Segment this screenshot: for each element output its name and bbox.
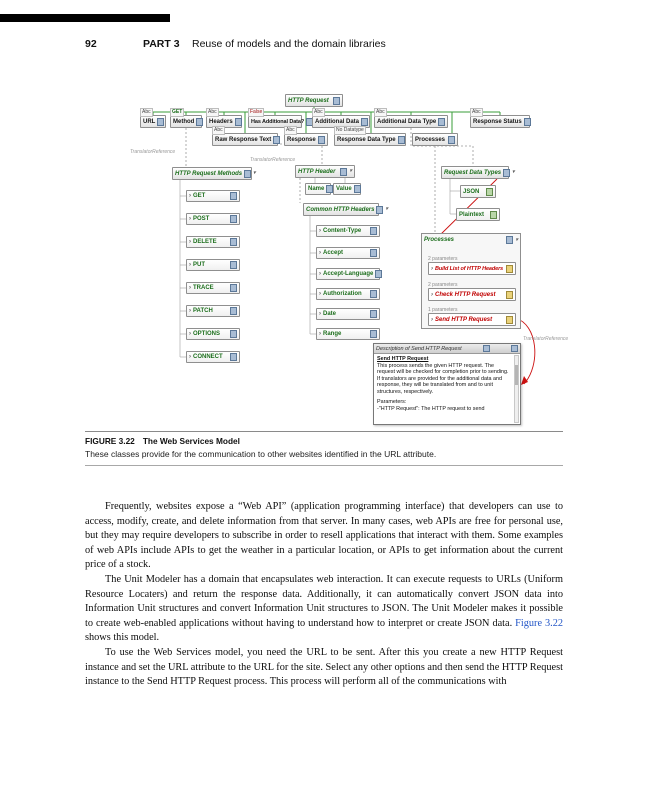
header-attr-value-label: Value [336, 186, 352, 192]
body-text [85, 500, 563, 690]
attr-additional-data-label: Additional Data [315, 118, 360, 125]
process-params: 1 parameters [428, 307, 458, 313]
process-icon [506, 265, 513, 273]
chevron-down-icon: ▾ [515, 236, 518, 243]
unit-icon [370, 249, 377, 257]
expander-icon: › [431, 265, 433, 272]
expander-icon: › [189, 239, 191, 245]
attr-processes-label: Processes [415, 136, 446, 143]
unit-icon [230, 330, 237, 338]
process-send-label: Send HTTP Request [435, 316, 493, 323]
group-http-request-methods [172, 167, 256, 180]
attr-response-label: Response [287, 136, 316, 143]
attr-processes [412, 133, 458, 146]
type-tag: Abc [314, 109, 323, 115]
attr-url-label: URL [143, 118, 156, 125]
expander-icon: › [319, 250, 321, 256]
parameter-line: -"HTTP Request": The HTTP request to send [377, 405, 485, 412]
common-header-range-label: Range [323, 331, 342, 337]
unit-icon [503, 169, 510, 177]
common-header-content-type-label: Content-Type [323, 228, 362, 234]
method-item-post [186, 213, 240, 225]
unit-icon [230, 261, 237, 269]
unit-icon [230, 215, 237, 223]
expander-icon: › [189, 308, 191, 314]
expander-icon: › [189, 193, 191, 199]
unit-icon [398, 136, 405, 144]
type-tag: Abc [472, 109, 481, 115]
type-tag: Abc [376, 109, 385, 115]
unit-icon [438, 118, 445, 126]
unit-icon [376, 206, 383, 214]
type-tag: Abc [286, 127, 295, 133]
method-item-trace [186, 282, 240, 294]
caption-bottom-rule [85, 465, 563, 466]
unit-icon [506, 236, 513, 244]
unit-icon [273, 136, 280, 144]
unit-icon [340, 168, 347, 176]
node-http-request-label: HTTP Request [288, 97, 329, 104]
expander-icon: › [189, 216, 191, 222]
unit-icon [354, 185, 361, 193]
close-icon [511, 345, 518, 352]
header-attr-value [333, 183, 361, 195]
attr-raw-response-text-label: Raw Response Text [215, 136, 272, 143]
paragraph-2-tail: shows this model. [85, 632, 160, 644]
unit-icon [235, 118, 242, 126]
connector-label: TranslatorReference [523, 336, 569, 342]
description-panel [373, 343, 521, 425]
value-tag-has-additional-data: False [250, 109, 263, 115]
group-request-data-types-label: Request Data Types [444, 169, 502, 176]
paragraph-1: Frequently, websites expose a “Web API” (application programming interface) that developers can use to access, modify, create, and delete information from that server. In many cases, web APIs are free for personal use, but they may require developers to subscribe in order to resell applications that interact with them. Some examples of web APIs include APIs to get the weather in a particular location, or APIs to get information about the current price of a stock. [85, 501, 563, 571]
description-panel-body [374, 354, 520, 414]
part-label: PART 3 [143, 38, 180, 50]
description-scrollbar [514, 355, 519, 423]
data-type-json-label: JSON [463, 188, 480, 195]
attr-has-additional-data-label: Has Additional Data? [251, 118, 305, 125]
expander-icon: › [189, 285, 191, 291]
attr-headers-label: Headers [209, 118, 233, 125]
group-common-http-headers-label: Common HTTP Headers [306, 206, 375, 213]
unit-icon [370, 310, 377, 318]
paragraph-2 [85, 573, 563, 646]
attr-additional-data-type-label: Additional Data Type [377, 118, 437, 125]
method-item-put [186, 259, 240, 271]
figure-caption-line [85, 436, 563, 446]
process-check-http-request [428, 288, 516, 301]
common-header-accept [316, 247, 380, 259]
process-build-list-label: Build List of HTTP Headers [435, 265, 504, 272]
figure-title: The Web Services Model [142, 436, 240, 446]
expander-icon: › [189, 354, 191, 360]
method-item-patch [186, 305, 240, 317]
chapter-tab-bar [0, 14, 170, 22]
method-item-post-label: POST [193, 216, 210, 222]
data-type-plaintext [456, 208, 500, 221]
parameters-label: Parameters: [377, 399, 407, 405]
common-header-accept-language [316, 268, 380, 280]
group-http-header-label: HTTP Header [298, 168, 336, 175]
figure-3-22-diagram [0, 88, 647, 438]
unit-icon [486, 188, 493, 196]
data-type-plaintext-label: Plaintext [459, 211, 485, 218]
node-http-request [285, 94, 343, 107]
common-header-date [316, 308, 380, 320]
unit-icon [370, 330, 377, 338]
scrollbar-thumb [515, 365, 518, 385]
process-icon [506, 291, 513, 299]
header-attr-name [305, 183, 331, 195]
unit-icon [230, 284, 237, 292]
expander-icon: › [319, 311, 321, 317]
unit-icon [196, 118, 203, 126]
page-number: 92 [85, 38, 97, 50]
unit-icon [230, 353, 237, 361]
group-request-data-types [441, 166, 515, 179]
method-item-options [186, 328, 240, 340]
unit-icon [370, 227, 377, 235]
group-processes [421, 233, 521, 329]
process-check-label: Check HTTP Request [435, 291, 496, 298]
unit-icon [361, 118, 368, 126]
menu-icon [483, 345, 490, 352]
value-tag-method: GET [172, 109, 183, 115]
unit-icon [448, 136, 455, 144]
unit-icon [230, 238, 237, 246]
expander-icon: › [319, 291, 321, 297]
type-tag: Abc [208, 109, 217, 115]
description-text: This process sends the given HTTP request. The request will be checked for completion prior to sending. If translators are provided for the additional data and response, they will be translated from and to unit structures, respectively. [377, 362, 509, 395]
figure-3-22-link[interactable]: Figure 3.22 [515, 617, 563, 629]
common-header-content-type [316, 225, 380, 237]
description-heading: Send HTTP Request [377, 356, 429, 362]
attr-method-label: Method [173, 118, 195, 125]
method-item-put-label: PUT [193, 262, 205, 268]
description-panel-title: Description of Send HTTP Request [376, 345, 462, 352]
paragraph-3: To use the Web Services model, you need the URL to be sent. After this you create a new HTTP Request instance and set the URL attribute to the URL for the site. Select any other options and then send the HTTP Request instance to the Send HTTP Request process. This process will perform all of the communications with [85, 646, 563, 688]
unit-icon [333, 97, 340, 105]
unit-icon [490, 211, 497, 219]
group-processes-label: Processes [424, 237, 455, 243]
process-params: 2 parameters [428, 256, 458, 262]
header-attr-name-label: Name [308, 186, 325, 192]
method-item-connect [186, 351, 240, 363]
method-item-connect-label: CONNECT [193, 354, 223, 360]
expander-icon: › [189, 262, 191, 268]
attr-response-status-label: Response Status [473, 118, 522, 125]
expander-icon: › [319, 271, 321, 277]
expander-icon: › [431, 291, 433, 298]
group-http-header [295, 165, 355, 178]
group-common-http-headers [303, 203, 388, 216]
expander-icon: › [319, 228, 321, 234]
data-type-json [460, 185, 496, 198]
unit-icon [230, 307, 237, 315]
method-item-options-label: OPTIONS [193, 331, 221, 337]
value-tag-response-data-type: No Datatype [336, 127, 364, 133]
expander-icon: › [189, 331, 191, 337]
chevron-down-icon: ▾ [385, 206, 388, 212]
chevron-down-icon: ▾ [512, 169, 515, 175]
type-tag: Abc [214, 127, 223, 133]
running-head-title: Reuse of models and the domain libraries [192, 38, 386, 50]
common-header-date-label: Date [323, 311, 337, 317]
common-header-accept-language-label: Accept-Language [323, 271, 374, 277]
attr-response-data-type-label: Response Data Type [337, 136, 396, 143]
method-item-delete [186, 236, 240, 248]
unit-icon [230, 192, 237, 200]
process-build-list-of-http-headers [428, 262, 516, 275]
connector-label: TranslatorReference [250, 157, 296, 163]
caption-top-rule [85, 431, 563, 432]
group-processes-header [424, 236, 518, 244]
unit-icon [318, 136, 325, 144]
process-params: 2 parameters [428, 282, 458, 288]
method-item-get [186, 190, 240, 202]
common-header-range [316, 328, 380, 340]
method-item-trace-label: TRACE [193, 285, 214, 291]
process-icon [506, 316, 513, 324]
method-item-delete-label: DELETE [193, 239, 217, 245]
unit-icon [375, 270, 382, 278]
description-panel-titlebar [374, 344, 520, 354]
process-send-http-request [428, 313, 516, 326]
unit-icon [370, 290, 377, 298]
figure-label: FIGURE 3.22 [85, 436, 135, 446]
unit-icon [524, 118, 531, 126]
expander-icon: › [431, 316, 433, 323]
group-http-request-methods-label: HTTP Request Methods [175, 170, 243, 177]
type-tag: Abc [142, 109, 151, 115]
chevron-down-icon: ▾ [253, 170, 256, 176]
paragraph-2-text: The Unit Modeler has a domain that encapsulates web interaction. It can execute requests to URLs (Uniform Resource Locaters) and return the response data. Additionally, it can automatically convert JSON data into Information Unit structures and convert Information Unit structures to JSON. The Unit Modeler makes it possible to create web-enabled applications without having to understand how to interpret or create JSON data. [85, 573, 563, 629]
figure-caption-text: These classes provide for the communication to other websites identified in the URL attribute. [85, 449, 437, 459]
unit-icon [157, 118, 164, 126]
method-item-patch-label: PATCH [193, 308, 213, 314]
connector-label: TranslatorReference [130, 149, 176, 155]
expander-icon: › [319, 331, 321, 337]
common-header-authorization [316, 288, 380, 300]
common-header-authorization-label: Authorization [323, 291, 362, 297]
figure-caption-block [85, 431, 563, 466]
unit-icon [244, 170, 251, 178]
chevron-down-icon: ▾ [349, 168, 352, 174]
method-item-get-label: GET [193, 193, 206, 199]
common-header-accept-label: Accept [323, 250, 344, 256]
